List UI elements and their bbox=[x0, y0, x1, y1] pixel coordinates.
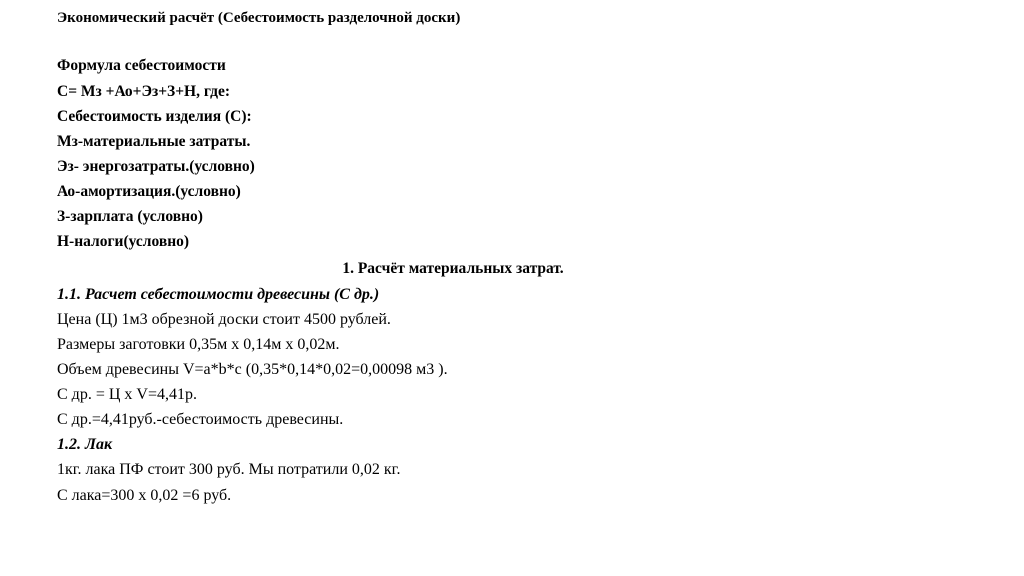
definition-taxes: Н-налоги(условно) bbox=[57, 233, 190, 250]
wood-price-line: Цена (Ц) 1м3 обрезной доски стоит 4500 рублей. bbox=[57, 311, 391, 328]
subsection-heading-varnish: 1.2. Лак bbox=[57, 436, 113, 453]
definition-energy-costs: Эз- энергозатраты.(условно) bbox=[57, 158, 255, 175]
varnish-price-line: 1кг. лака ПФ стоит 300 руб. Мы потратили 0,02 кг. bbox=[57, 461, 401, 478]
document-title: Экономический расчёт (Себестоимость разделочной доски) bbox=[57, 10, 461, 26]
definition-salary: З-зарплата (условно) bbox=[57, 208, 203, 225]
cost-formula: С= Мз +Ао+Эз+З+Н, где: bbox=[57, 83, 230, 100]
formula-heading: Формула себестоимости bbox=[57, 57, 226, 74]
wood-cost-result-line: С др.=4,41руб.-себестоимость древесины. bbox=[57, 411, 344, 428]
definition-depreciation: Ао-амортизация.(условно) bbox=[57, 183, 241, 200]
definition-cost: Себестоимость изделия (С): bbox=[57, 108, 252, 125]
varnish-cost-line: С лака=300 х 0,02 =6 руб. bbox=[57, 487, 232, 504]
wood-volume-line: Объем древесины V=a*b*c (0,35*0,14*0,02=0,00098 м3 ). bbox=[57, 361, 448, 378]
blank-dimensions-line: Размеры заготовки 0,35м х 0,14м х 0,02м. bbox=[57, 336, 340, 353]
wood-cost-calculation-line: С др. = Ц х V=4,41р. bbox=[57, 386, 197, 403]
subsection-heading-wood-cost: 1.1. Расчет себестоимости древесины (С др.) bbox=[57, 286, 380, 303]
section-heading-material-costs: 1. Расчёт материальных затрат. bbox=[342, 260, 564, 277]
definition-material-costs: Мз-материальные затраты. bbox=[57, 133, 251, 150]
